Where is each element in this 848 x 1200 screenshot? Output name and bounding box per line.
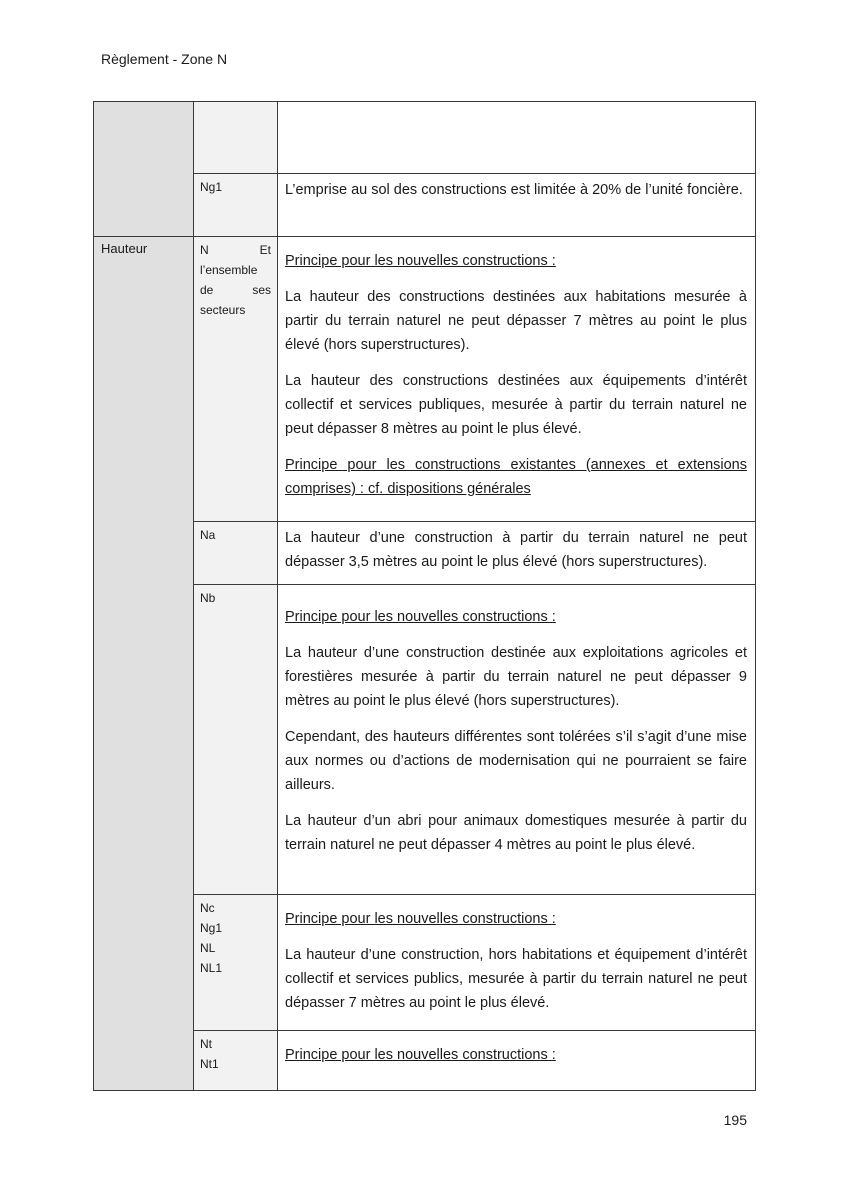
paragraph: L’emprise au sol des constructions est limitée à 20% de l’unité foncière. xyxy=(285,182,743,198)
table-row xyxy=(94,1031,756,1091)
table-row xyxy=(94,237,756,522)
content-cell xyxy=(278,522,756,585)
page-header: Règlement - Zone N xyxy=(101,51,228,67)
sector-cell xyxy=(194,522,278,585)
section-heading: Principe pour les nouvelles constructions : xyxy=(285,609,556,625)
table-row xyxy=(94,585,756,895)
sector-code: Ng1 xyxy=(200,921,223,935)
category-cell xyxy=(94,237,194,1091)
sector-code: Nb xyxy=(200,591,216,605)
section-heading: Principe pour les nouvelles constructions : xyxy=(285,1047,556,1063)
sector-description: N Et l’ensemble de ses secteurs xyxy=(200,243,271,317)
section-heading: Principe pour les constructions existantes (annexes et extensions comprises) : cf. dispositions générales xyxy=(285,457,747,497)
paragraph: Cependant, des hauteurs différentes sont tolérées s’il s’agit d’une mise aux normes ou d’actions de modernisation qui ne pourraient se faire ailleurs. xyxy=(285,729,747,793)
sector-code: NL1 xyxy=(200,961,223,975)
sector-code: Ng1 xyxy=(200,180,223,194)
sector-cell xyxy=(194,585,278,895)
category-cell xyxy=(94,102,194,237)
sector-cell xyxy=(194,237,278,522)
page-number: 195 xyxy=(723,1112,747,1128)
sector-cell xyxy=(194,895,278,1031)
sector-cell xyxy=(194,174,278,237)
paragraph: La hauteur des constructions destinées aux équipements d’intérêt collectif et services publiques, mesurée à partir du terrain naturel ne peut dépasser 8 mètres au point le plus élevé. xyxy=(285,373,747,437)
sector-code: Nt1 xyxy=(200,1057,219,1071)
table-row xyxy=(94,522,756,585)
sector-code: Na xyxy=(200,528,216,542)
paragraph: La hauteur d’une construction à partir du terrain naturel ne peut dépasser 3,5 mètres au point le plus élevé (hors superstructures). xyxy=(285,530,747,570)
content-cell xyxy=(278,237,756,522)
paragraph: La hauteur d’une construction destinée aux exploitations agricoles et forestières mesurée à partir du terrain naturel ne peut dépasser 9 mètres au point le plus élevé (hors superstructures). xyxy=(285,645,747,709)
table-row xyxy=(94,174,756,237)
category-label: Hauteur xyxy=(101,241,148,256)
sector-cell xyxy=(194,102,278,174)
content-cell xyxy=(278,585,756,895)
paragraph: La hauteur d’un abri pour animaux domestiques mesurée à partir du terrain naturel ne peut dépasser 4 mètres au point le plus élevé. xyxy=(285,813,747,853)
section-heading: Principe pour les nouvelles constructions : xyxy=(285,253,556,269)
sector-code: NL xyxy=(200,941,216,955)
sector-cell xyxy=(194,1031,278,1091)
paragraph: La hauteur d’une construction, hors habitations et équipement d’intérêt collectif et services publics, mesurée à partir du terrain naturel ne peut dépasser 7 mètres au point le plus élevé. xyxy=(285,947,747,1011)
section-heading: Principe pour les nouvelles constructions : xyxy=(285,911,556,927)
content-cell xyxy=(278,174,756,237)
table-row xyxy=(94,895,756,1031)
paragraph: La hauteur des constructions destinées aux habitations mesurée à partir du terrain naturel ne peut dépasser 7 mètres au point le plus élevé (hors superstructures). xyxy=(285,289,747,353)
content-cell xyxy=(278,102,756,174)
content-cell xyxy=(278,1031,756,1091)
sector-code: Nc xyxy=(200,901,215,915)
regulation-table xyxy=(93,101,756,1091)
content-cell xyxy=(278,895,756,1031)
table-row xyxy=(94,102,756,174)
sector-code: Nt xyxy=(200,1037,212,1051)
